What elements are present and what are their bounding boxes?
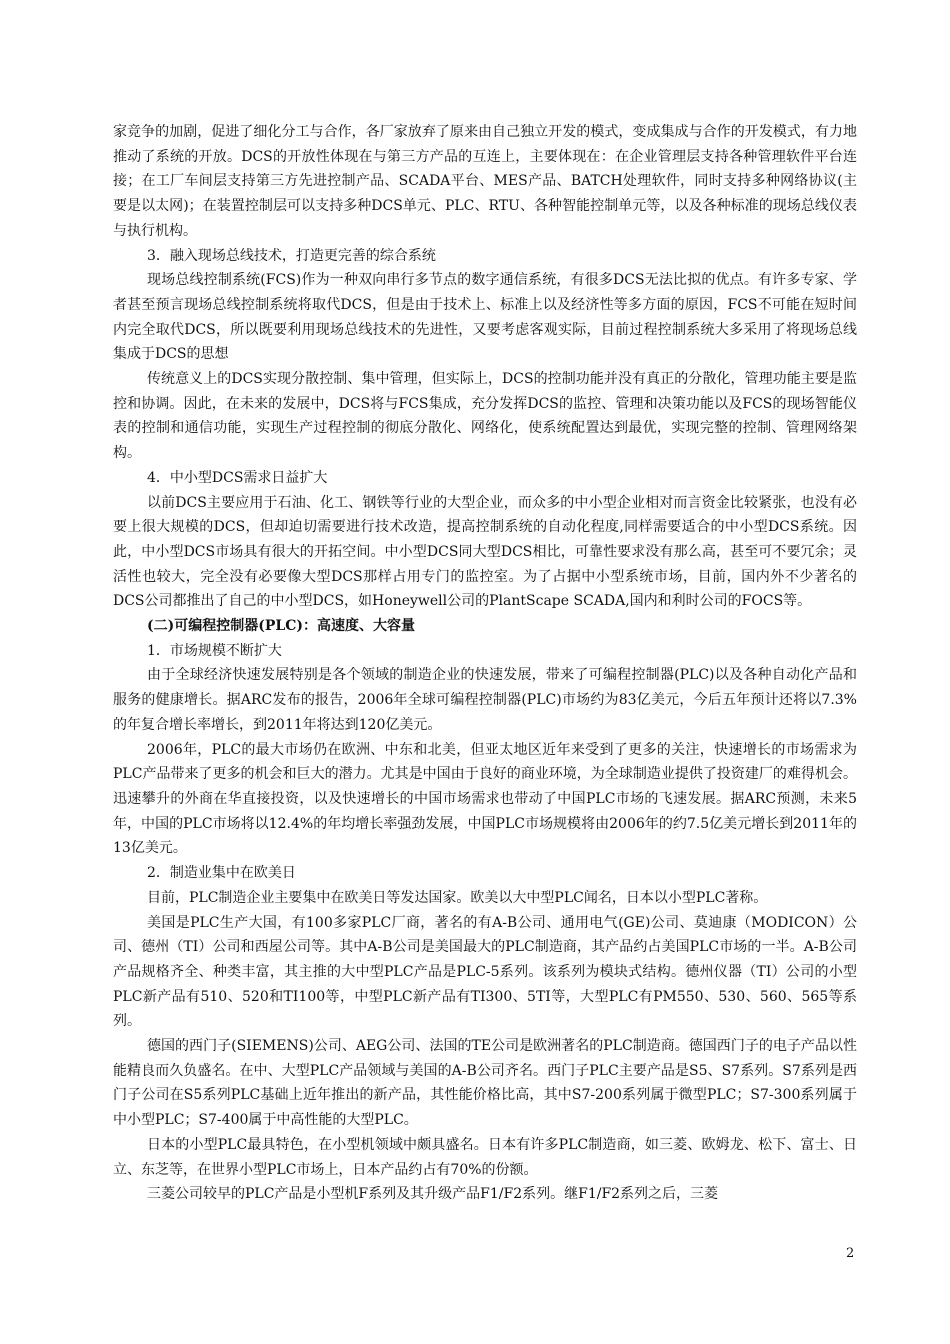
subheading-small-dcs: 4．中小型DCS需求日益扩大 xyxy=(147,469,328,486)
paragraph-usa: 美国是PLC生产大国，有100多家PLC厂商，著名的有A-B公司、通用电气(GE)公司、莫迪康（MODICON）公司、德州（TI）公司和西屋公司等。其中A-B公司是美国最大的PLC制造商，其产品约占美国PLC市场的一半。A-B公司产品规格齐全、种类丰富，其主推的大中型PLC产品是PLC-5系列。该系列为模块式结构。德州仪器（TI）公司的小型PLC新产品有510、520和TI100等，中型PLC新产品有TI300、5TI等，大型PLC有PM550、530、560、565等系列。 xyxy=(113,914,857,1030)
subheading-fieldbus: 3．融入现场总线技术，打造更完善的综合系统 xyxy=(147,247,436,264)
paragraph-europe: 德国的西门子(SIEMENS)公司、AEG公司、法国的TE公司是欧洲著名的PLC制造商。德国西门子的电子产品以性能精良而久负盛名。在中、大型PLC产品领域与美国的A-B公司齐名。西门子PLC主要产品是S5、S7系列。S7系列是西门子公司在S5系列PLC基础上近年推出的新产品，其性能价格比高，其中S7-200系列属于微型PLC；S7-300系列属于中小型PLC；S7-400属于中高性能的大型PLC。 xyxy=(113,1038,857,1129)
paragraph-fcs: 现场总线控制系统(FCS)作为一种双向串行多节点的数字通信系统，有很多DCS无法比拟的优点。有许多专家、学者甚至预言现场总线控制系统将取代DCS，但是由于技术上、标准上以及经济性等多方面的原因，FCS不可能在短时间内完全取代DCS，所以既要利用现场总线技术的先进性，又要考虑客观实际，目前过程控制系统大多采用了将现场总线集成于DCS的思想 xyxy=(113,272,857,363)
page-number: 2 xyxy=(846,1246,855,1261)
paragraph-dcs-fcs-integration: 传统意义上的DCS实现分散控制、集中管理，但实际上，DCS的控制功能并没有真正的分散化，管理功能主要是监控和协调。因此，在未来的发展中，DCS将与FCS集成，充分发挥DCS的监控、管理和决策功能以及FCS的现场智能仪表的控制和通信功能，实现生产过程控制的彻底分散化、网络化，使系统配置达到最优，实现完整的控制、管理网络架构。 xyxy=(113,371,857,462)
paragraph-small-dcs: 以前DCS主要应用于石油、化工、钢铁等行业的大型企业，而众多的中小型企业相对而言资金比较紧张，也没有必要上很大规模的DCS，但却迫切需要进行技术改造，提高控制系统的自动化程度,同样需要适合的中小型DCS系统。因此，中小型DCS市场具有很大的开拓空间。中小型DCS同大型DCS相比，可靠性要求没有那么高，甚至可不要冗余；灵活性也较大，完全没有必要像大型DCS那样占用专门的监控室。为了占据中小型系统市场，目前，国内外不少著名的DCS公司都推出了自己的中小型DCS，如Honeywell公司的PlantScape SCADA,国内和利时公司的FOCS等。 xyxy=(113,494,857,610)
subheading-manufacturers: 2．制造业集中在欧美日 xyxy=(147,865,296,882)
paragraph-mitsubishi: 三菱公司较早的PLC产品是小型机F系列及其升级产品F1/F2系列。继F1/F2系列之后，三菱 xyxy=(147,1186,719,1203)
paragraph-plc-market: 由于全球经济快速发展特别是各个领域的制造企业的快速发展，带来了可编程控制器(PLC)以及各种自动化产品和服务的健康增长。据ARC发布的报告，2006年全球可编程控制器(PLC)市场约为83亿美元，今后五年预计还将以7.3%的年复合增长率增长，到2011年将达到120亿美元。 xyxy=(113,667,857,733)
paragraph-manufacturers-overview: 目前，PLC制造企业主要集中在欧美日等发达国家。欧美以大中型PLC闻名，日本以小型PLC著称。 xyxy=(147,889,768,906)
body-text xyxy=(113,120,857,1207)
paragraph-dcs-openness: 家竞争的加剧，促进了细化分工与合作，各厂家放弃了原来由自己独立开发的模式，变成集成与合作的开发模式，有力地推动了系统的开放。DCS的开放性体现在与第三方产品的互连上，主要体现在：在企业管理层支持各种管理软件平台连接；在工厂车间层支持第三方先进控制产品、SCADA平台、MES产品、BATCH处理软件，同时支持多种网络协议(主要是以太网)；在装置控制层可以支持多种DCS单元、PLC、RTU、各种智能控制单元等，以及各种标准的现场总线仪表与执行机构。 xyxy=(113,124,857,239)
section-heading-plc: (二)可编程控制器(PLC)：高速度、大容量 xyxy=(147,618,416,635)
paragraph-plc-2006: 2006年，PLC的最大市场仍在欧洲、中东和北美，但亚太地区近年来受到了更多的关注，快速增长的市场需求为PLC产品带来了更多的机会和巨大的潜力。尤其是中国由于良好的商业环境，为全球制造业提供了投资建厂的难得机会。迅速攀升的外商在华直接投资，以及快速增长的中国市场需求也带动了中国PLC市场的飞速发展。据ARC预测，未来5年，中国的PLC市场将以12.4%的年均增长率强劲发展，中国PLC市场规模将由2006年的约7.5亿美元增长到2011年的13亿美元。 xyxy=(113,741,857,857)
paragraph-japan: 日本的小型PLC最具特色，在小型机领域中颇具盛名。日本有许多PLC制造商，如三菱、欧姆龙、松下、富士、日立、东芝等，在世界小型PLC市场上，日本产品约占有70%的份额。 xyxy=(113,1136,857,1178)
subheading-market-scale: 1．市场规模不断扩大 xyxy=(147,642,282,659)
